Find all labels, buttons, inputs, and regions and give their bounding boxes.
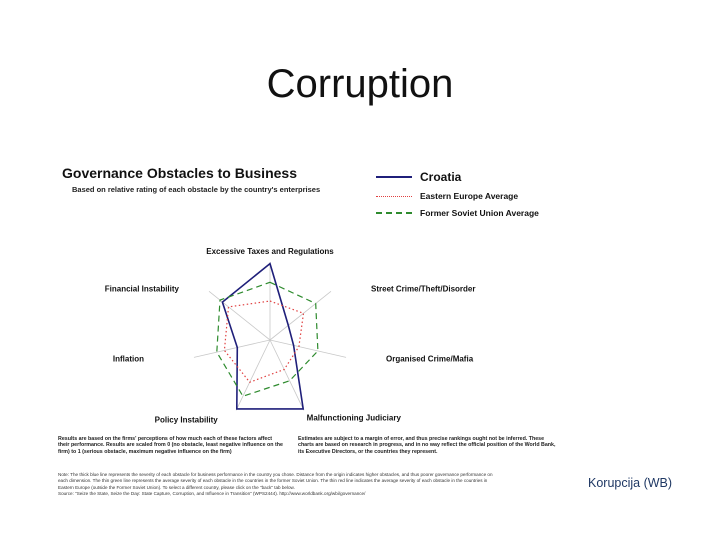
radar-series-0 bbox=[222, 264, 303, 409]
radar-spoke-4 bbox=[236, 340, 270, 410]
note-bottom bbox=[58, 472, 558, 498]
radar-axis-label-6: Financial Instability bbox=[104, 284, 179, 294]
radar-axis-label-5: Inflation bbox=[112, 354, 144, 364]
radar-axis-label-0: Excessive Taxes and Regulations bbox=[206, 247, 334, 256]
radar-axis-label-1: Street Crime/Theft/Disorder bbox=[371, 284, 476, 294]
note-bottom-line-1: Note: The thick blue line represents the severity of each obstacle for business performance in the country you chose. Distance from the origin indicates higher obstacles, and thus poorer governance performance on bbox=[58, 472, 493, 477]
radar-spoke-5 bbox=[194, 340, 270, 357]
chart-subtitle: Based on relative rating of each obstacle by the country's enterprises bbox=[72, 185, 321, 194]
legend-label-fsu: Former Soviet Union Average bbox=[420, 208, 539, 218]
radar-spoke-1 bbox=[270, 291, 331, 340]
note-bottom-line-2: each dimension. The thin green line represents the average severity of each obstacle in the countries in the former Soviet Union. The thin red line indicates the average severity of each obstacle in the countries in bbox=[58, 478, 488, 484]
radar-axis-label-2: Organised Crime/Mafia bbox=[386, 354, 474, 364]
radar-spoke-6 bbox=[209, 291, 270, 340]
chart-title: Governance Obstacles to Business bbox=[62, 165, 297, 181]
note-scaling: Results are based on the firms' perceptions of how much each of these factors affect their performance. Results are scaled from 0 (no obstacle, least negative influence on the firm) to 1 (serious obstacle, maximum negative influence on the firm) bbox=[58, 436, 283, 455]
radar-spoke-2 bbox=[270, 340, 346, 357]
note-disclaimer: Estimates are subject to a margin of error, and thus precise rankings ought not be inferred. These charts are based on research in progress, and in no way reflect the official position of the World Bank, its Executive Directors, or the countries they represent. bbox=[298, 436, 556, 455]
radar-axis-label-3: Malfunctioning Judiciary bbox=[306, 413, 401, 423]
legend-label-croatia: Croatia bbox=[420, 170, 462, 184]
note-bottom-line-4: Source: "Seize the State, Seize the Day: State Capture, Corruption, and Influence in Transition" (WPS2444). http://www.worldbank.org/wbi/governance/ bbox=[58, 491, 366, 497]
slide-title: Corruption bbox=[266, 62, 454, 106]
radar-axis-label-4: Policy Instability bbox=[154, 415, 218, 425]
radar-series-2 bbox=[217, 282, 318, 396]
legend-label-eastern-europe: Eastern Europe Average bbox=[420, 191, 519, 201]
note-bottom-line-3: Eastern Europe (outside the Former Soviet Union). To select a different country, please click on the "back" tab below. bbox=[58, 484, 295, 490]
footer-label: Korupcija (WB) bbox=[588, 476, 673, 490]
